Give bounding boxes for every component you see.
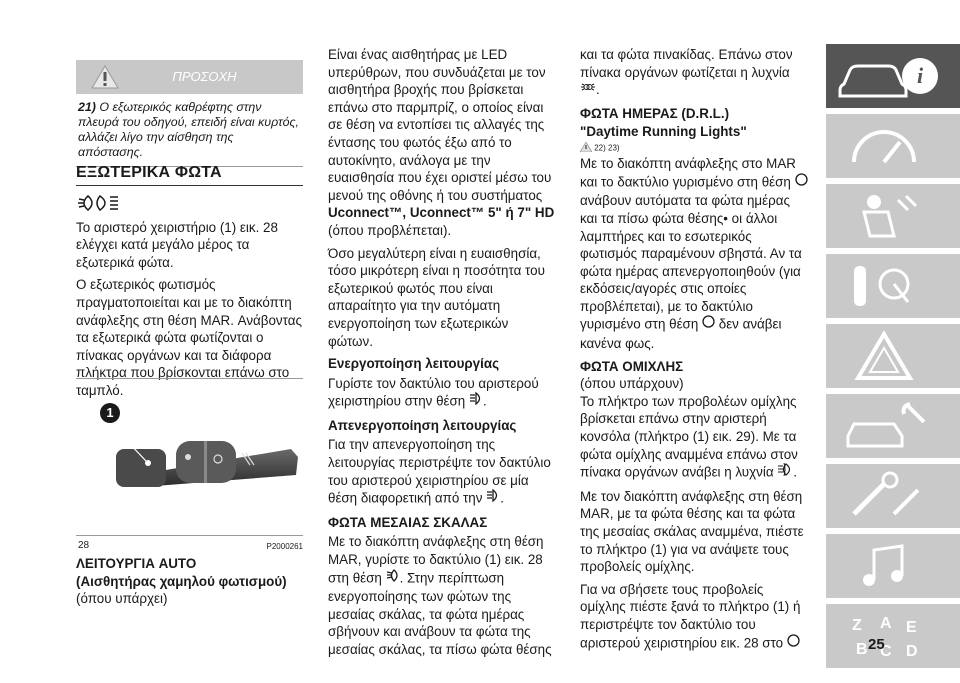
svg-text:i: i xyxy=(916,63,924,88)
tab-maintenance[interactable] xyxy=(826,394,960,458)
position-lights-text-b: . Στην περίπτωση ενεργοποίησης των φώτων της μεσαίας σκάλας, τα φώτα ημέρας σβήνουν και ανάβουν τα φώτα της μεσαίας σκάλας, τα πίσω φώτα θέσης xyxy=(328,569,552,657)
warning-triangle-icon xyxy=(834,330,952,382)
col1-paragraph-1: Το αριστερό χειριστήριο (1) εικ. 28 ελέγχει κατά μεγάλο μέρος τα εξωτερικά φώτα. xyxy=(76,219,278,270)
position-light-tell-tale-icon xyxy=(580,81,596,100)
col3-p0-text: και τα φώτα πινακίδας. Επάνω στον πίνακα οργάνων φωτίζεται η λυχνία xyxy=(580,47,793,80)
svg-text:Z: Z xyxy=(852,617,862,634)
heading-drl-en: "Daytime Running Lights" xyxy=(580,123,747,139)
headlight-icon xyxy=(76,194,303,217)
fog-text-1-body: Το πλήκτρο των προβολέων ομίχλης βρίσκεται επάνω στην αριστερή κονσόλα (πλήκτρο (1) εικ. 29). Με τα φώτα ομίχλης αναμμένα επάνω στον πίνακα οργάνων ανάβει η λυχνία xyxy=(580,393,798,480)
fog-text-1: Το πλήκτρο των προβολέων ομίχλης βρίσκεται επάνω στην αριστερή κονσόλα (πλήκτρο (1) εικ. 29). Με τα φώτα ομίχλης αναμμένα επάνω στον πίνακα οργάνων ανάβει η λυχνία . xyxy=(580,393,808,483)
drl-text-b: ανάβουν αυτόματα τα φώτα ημέρας και τα πίσω φώτα θέσης• οι άλλοι λαμπτήρες και το εσωτερικός φωτισμός παραμένουν σβηστά. Αν τα φώτα ημέρας απενεργοποιηθούν (για εκδόσεις/αγορές στις οποίες προβλέπεται), με το δακτύλιο γυρισμένο στη θέση xyxy=(580,193,802,332)
column-3 xyxy=(580,46,808,658)
position-lights-text xyxy=(328,533,556,658)
col2-p1-end: (όπου προβλέπεται). xyxy=(328,222,452,238)
drl-refs xyxy=(580,142,808,155)
auto-title-2: (Αισθητήρας χαμηλού φωτισμού) xyxy=(76,573,287,589)
position-lights-text-a: Με το διακόπτη ανάφλεξης στη θέση MAR, γυρίστε το δακτύλιο (1) εικ. 28 στη θέση xyxy=(328,534,544,585)
col1-paragraph-2: Ο εξωτερικός φωτισμός πραγματοποιείται και με το διακόπτη ανάφλεξης στη θέση MAR. Ανάβοντας τα εξωτερικά φώτα φωτίζονται ο πίνακας οργάνων και τα διάφορα πλήκτρα που βρίσκονται επάνω στο ταμπλό. xyxy=(76,277,302,398)
heading-activation: Ενεργοποίηση λειτουργίας xyxy=(328,356,500,372)
heading-fog: ΦΩΤΑ ΟΜΙΧΛΗΣ xyxy=(580,358,684,374)
fog-text-2: Με τον διακόπτη ανάφλεξης στη θέση MAR, με τα φώτα θέσης και τα φώτα της μεσαίας σκάλας αναμμένα, πιέστε το πλήκτρο (1) για να ανάψετε τους προβολείς ομίχλης. xyxy=(580,488,804,575)
tab-starting[interactable] xyxy=(826,254,960,318)
col2-p1-bold: Uconnect™, Uconnect™ 5" ή 7" HD xyxy=(328,205,555,221)
col2-paragraph-2: Όσο μεγαλύτερη είναι η ευαισθησία, τόσο μικρότερη είναι η ποσότητα του εξωτερικού φωτός που είναι απαραίτητο για την αυτόματη ενεργοποίηση των εξωτερικών φώτων. xyxy=(328,245,545,349)
page-number: 25 xyxy=(868,636,885,653)
low-beam-icon xyxy=(386,569,400,589)
fog-light-icon xyxy=(777,463,793,483)
column-2 xyxy=(328,46,556,664)
tools-icon xyxy=(834,470,952,522)
figure-code: P2000261 xyxy=(266,542,303,551)
fog-text-3-body: Για να σβήσετε τους προβολείς ομίχλης πιέστε ξανά το πλήκτρο (1) ή περιστρέψτε τον δακτύλιο του αριστερού χειριστηρίου εικ. 28 στο xyxy=(580,581,801,650)
auto-title-1: ΛΕΙΤΟΥΡΓΙΑ AUTO xyxy=(76,556,197,571)
svg-text:D: D xyxy=(906,643,918,660)
heading-drl: ΦΩΤΑ ΗΜΕΡΑΣ (D.R.L.) xyxy=(580,105,730,121)
deactivation-text-body: Για την απενεργοποίηση της λειτουργίας περιστρέψτε τον δακτύλιο του αριστερού χειριστηρίου σε μία θέση διαφορετική από την xyxy=(328,437,551,506)
svg-text:A: A xyxy=(880,615,892,632)
heading-deactivation: Απενεργοποίηση λειτουργίας xyxy=(328,417,517,433)
music-note-icon xyxy=(834,540,952,592)
callout-1: 1 xyxy=(100,403,120,423)
auto-icon xyxy=(469,392,483,412)
alphabet-index-icon xyxy=(834,610,952,662)
warning-header xyxy=(76,60,303,94)
drl-refs-text: 22) 23) xyxy=(594,143,620,153)
warning-body xyxy=(76,94,303,167)
svg-text:E: E xyxy=(906,619,917,636)
tab-multimedia[interactable] xyxy=(826,534,960,598)
car-info-icon xyxy=(834,50,952,102)
tab-emergency[interactable] xyxy=(826,324,960,388)
heading-position-lights: ΦΩΤΑ ΜΕΣΑΙΑΣ ΣΚΑΛΑΣ xyxy=(328,514,488,530)
auto-note: (όπου υπάρχει) xyxy=(76,591,168,607)
key-icon xyxy=(834,260,952,312)
off-position-icon xyxy=(787,634,800,654)
warning-title: ΠΡΟΣΟΧΗ xyxy=(172,69,237,84)
svg-text:C: C xyxy=(880,643,892,660)
warning-number: 21) xyxy=(78,100,96,114)
activation-text-body: Γυρίστε τον δακτύλιο του αριστερού χειριστηρίου στην θέση xyxy=(328,375,539,409)
col3-paragraph-0: και τα φώτα πινακίδας. Επάνω στον πίνακα οργάνων φωτίζεται η λυχνία . xyxy=(580,46,808,100)
off-position-icon xyxy=(702,315,715,335)
warning-small-icon xyxy=(580,142,592,155)
figure-number: 28 xyxy=(78,540,90,551)
tab-car-info[interactable] xyxy=(826,44,960,108)
tab-safety[interactable] xyxy=(826,184,960,248)
tab-index[interactable] xyxy=(826,604,960,668)
tab-dashboard[interactable] xyxy=(826,114,960,178)
chapter-sidebar xyxy=(826,44,960,674)
speedometer-icon xyxy=(834,120,952,172)
auto-icon xyxy=(486,489,500,509)
drl-text-c: δεν ανάβει κανένα φως. xyxy=(580,316,782,352)
warning-text: Ο εξωτερικός καθρέφτης στην πλευρά του οδηγού, επειδή είναι κυρτός, αλλάζει λίγο την αίσθηση της απόστασης. xyxy=(78,100,299,159)
fog-text-3 xyxy=(580,581,808,653)
col2-p1-text: Είναι ένας αισθητήρας με LED υπερύθρων, που συνδυάζεται με τον αισθητήρα βροχής που βρίσκεται επάνω στο παρμπρίζ, ο οποίος είναι σε θέση να εντοπίσει τις αλλαγές της έντασης του φωτός έξω από το αυτοκίνητο, ανάλογα με την ευαισθησία που έχει οριστεί μέσω του μενού της οθόνης ή του συστήματος xyxy=(328,47,552,203)
svg-text:B: B xyxy=(856,641,868,658)
section-title: ΕΞΩΤΕΡΙΚΑ ΦΩΤΑ xyxy=(76,164,303,186)
seat-airbag-icon xyxy=(834,190,952,242)
drl-text xyxy=(580,155,808,353)
warning-box xyxy=(76,60,303,167)
tab-technical-data[interactable] xyxy=(826,464,960,528)
figure-stalk xyxy=(76,378,303,551)
fog-note: (όπου υπάρχουν) xyxy=(580,376,684,392)
column-1 xyxy=(76,194,303,405)
activation-text: Γυρίστε τον δακτύλιο του αριστερού χειριστηρίου στην θέση . xyxy=(328,375,556,412)
off-position-icon xyxy=(795,173,808,193)
deactivation-text: Για την απενεργοποίηση της λειτουργίας περιστρέψτε τον δακτύλιο του αριστερού χειριστηρίου σε μία θέση διαφορετική από την . xyxy=(328,436,556,508)
col2-paragraph-1 xyxy=(328,46,556,240)
auto-section xyxy=(76,555,303,608)
wrench-car-icon xyxy=(834,400,952,452)
drl-text-a: Με το διακόπτη ανάφλεξης στο MAR και το δακτύλιο γυρισμένο στη θέση xyxy=(580,156,796,190)
